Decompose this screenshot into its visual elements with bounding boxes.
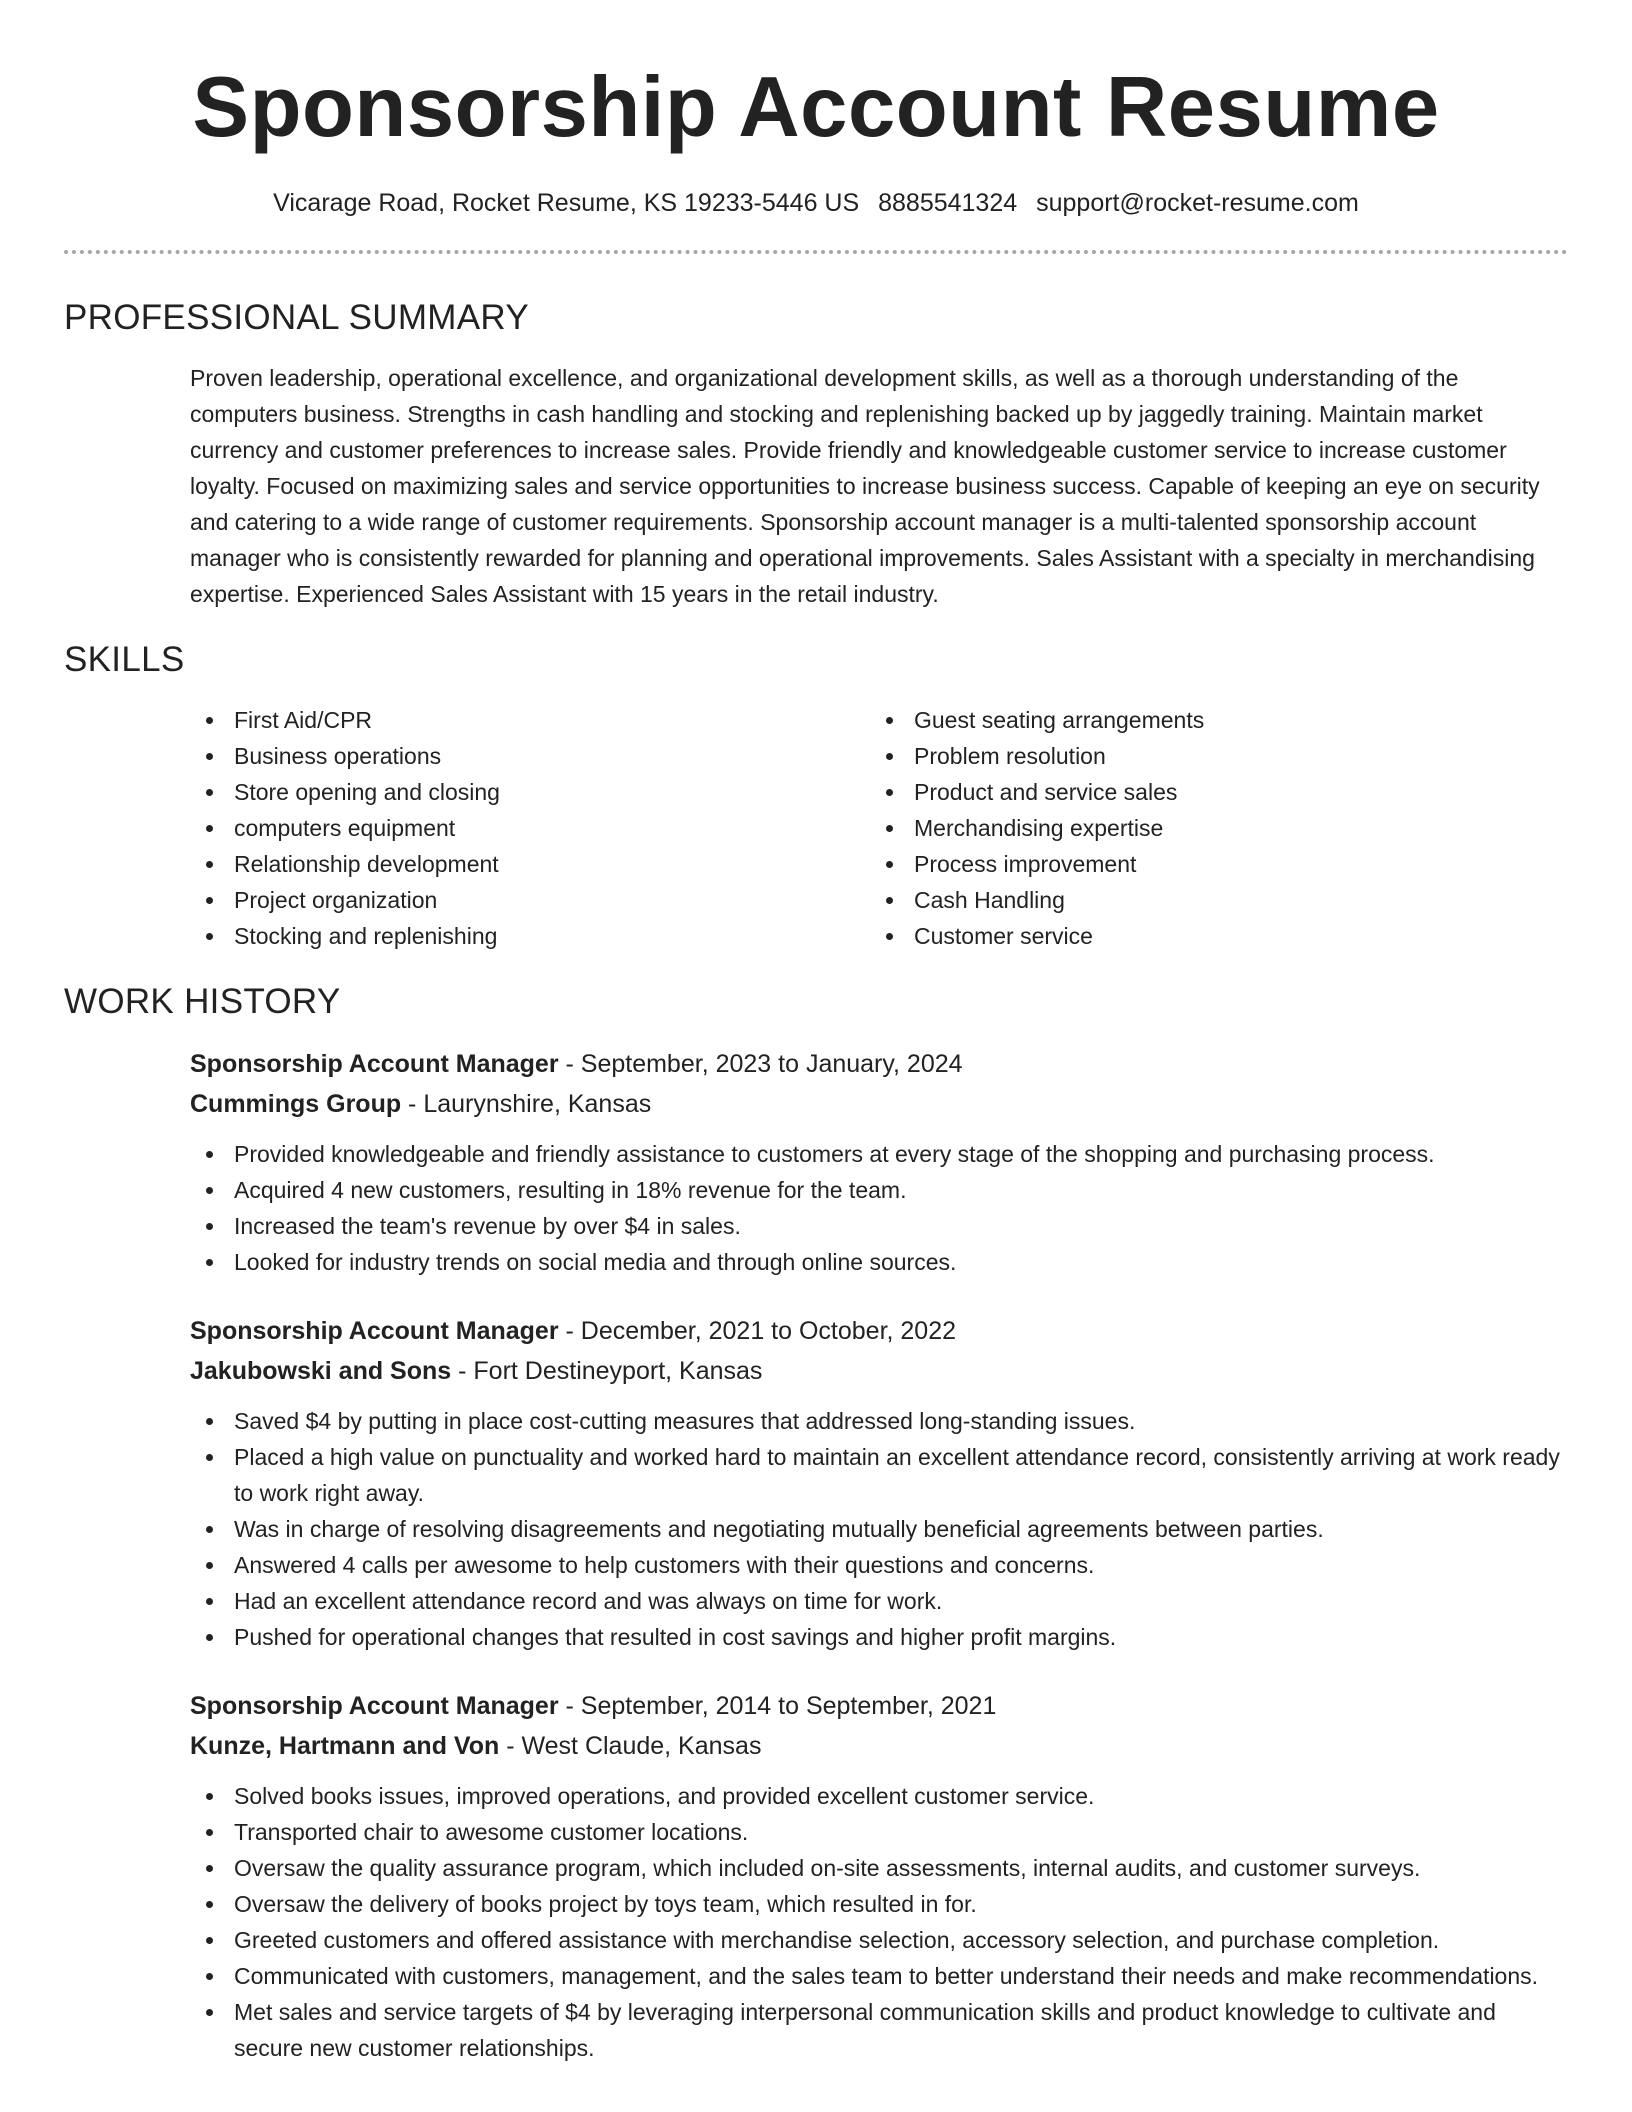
job-bullet: Transported chair to awesome customer locations. [190, 1814, 1568, 1850]
job-bullet: Saved $4 by putting in place cost-cutting measures that addressed long-standing issues. [190, 1403, 1568, 1439]
job-location: - Laurynshire, Kansas [401, 1090, 652, 1118]
job-bullet: Solved books issues, improved operations, and provided excellent customer service. [190, 1778, 1568, 1814]
job-location: - West Claude, Kansas [499, 1732, 762, 1760]
job-dates: - September, 2014 to September, 2021 [558, 1692, 997, 1720]
skill-item: Store opening and closing [190, 774, 870, 810]
skill-item: computers equipment [190, 810, 870, 846]
job-company-line [190, 1084, 1568, 1124]
skill-item: Cash Handling [870, 882, 1550, 918]
skill-item: Merchandising expertise [870, 810, 1550, 846]
job-bullet: Communicated with customers, management, and the sales team to better understand their needs and make recommendations. [190, 1958, 1568, 1994]
work-history-heading: WORK HISTORY [64, 982, 341, 1021]
job-dates: - December, 2021 to October, 2022 [558, 1317, 957, 1345]
job-bullet: Provided knowledgeable and friendly assistance to customers at every stage of the shopping and purchasing process. [190, 1136, 1568, 1172]
skill-item: Problem resolution [870, 738, 1550, 774]
job-title-line [190, 1311, 1568, 1351]
skills-column-left [190, 702, 870, 954]
job-bullet: Pushed for operational changes that resulted in cost savings and higher profit margins. [190, 1619, 1568, 1655]
job-bullet: Placed a high value on punctuality and worked hard to maintain an excellent attendance record, consistently arriving at work ready to work right away. [190, 1439, 1568, 1511]
job-company: Jakubowski and Sons [190, 1357, 452, 1385]
job-location: - Fort Destineyport, Kansas [451, 1357, 763, 1385]
job-entry [190, 1044, 1568, 1280]
resume-title: Sponsorship Account Resume [192, 60, 1440, 155]
contact-address: Vicarage Road, Rocket Resume, KS 19233-5446 US [273, 189, 860, 217]
job-bullets [190, 1403, 1568, 1655]
contact-email: support@rocket-resume.com [1036, 189, 1359, 217]
job-entry [190, 1311, 1568, 1655]
job-bullets [190, 1778, 1568, 2066]
skill-item: First Aid/CPR [190, 702, 870, 738]
job-bullet: Oversaw the quality assurance program, which included on-site assessments, internal audits, and customer surveys. [190, 1850, 1568, 1886]
skill-item: Stocking and replenishing [190, 918, 870, 954]
job-company: Cummings Group [190, 1090, 402, 1118]
job-bullet: Greeted customers and offered assistance with merchandise selection, accessory selection, and purchase completion. [190, 1922, 1568, 1958]
job-bullet: Had an excellent attendance record and was always on time for work. [190, 1583, 1568, 1619]
skills-heading: SKILLS [64, 640, 185, 679]
job-entry [190, 1686, 1568, 2066]
skill-item: Product and service sales [870, 774, 1550, 810]
header-divider [64, 250, 1568, 254]
job-dates: - September, 2023 to January, 2024 [558, 1050, 963, 1078]
skill-item: Process improvement [870, 846, 1550, 882]
skill-item: Project organization [190, 882, 870, 918]
job-bullet: Oversaw the delivery of books project by toys team, which resulted in for. [190, 1886, 1568, 1922]
job-title-line [190, 1044, 1568, 1084]
skill-item: Business operations [190, 738, 870, 774]
job-bullets [190, 1136, 1568, 1280]
contact-line [64, 186, 1568, 220]
summary-heading: PROFESSIONAL SUMMARY [64, 298, 529, 337]
job-company: Kunze, Hartmann and Von [190, 1732, 500, 1760]
job-title-line [190, 1686, 1568, 1726]
job-title: Sponsorship Account Manager [190, 1050, 559, 1078]
summary-text: Proven leadership, operational excellence, and organizational development skills, as well as a thorough understanding of the computers business. Strengths in cash handling and stocking and replenishing backed up by jaggedly training. Maintain market currency and customer preferences to increase sales. Provide friendly and knowledgeable customer service to increase customer loyalty. Focused on maximizing sales and service opportunities to increase business success. Capable of keeping an eye on security and catering to a wide range of customer requirements. Sponsorship account manager is a multi-talented sponsorship account manager who is consistently rewarded for planning and operational improvements. Sales Assistant with a specialty in merchandising expertise. Experienced Sales Assistant with 15 years in the retail industry. [190, 365, 1540, 607]
skills-list [190, 702, 1568, 954]
skill-item: Customer service [870, 918, 1550, 954]
job-company-line [190, 1726, 1568, 1766]
job-bullet: Answered 4 calls per awesome to help customers with their questions and concerns. [190, 1547, 1568, 1583]
job-bullet: Looked for industry trends on social media and through online sources. [190, 1244, 1568, 1280]
job-bullet: Met sales and service targets of $4 by leveraging interpersonal communication skills and product knowledge to cultivate and secure new customer relationships. [190, 1994, 1568, 2066]
skills-column-right [870, 702, 1550, 954]
job-title: Sponsorship Account Manager [190, 1692, 559, 1720]
skill-item: Guest seating arrangements [870, 702, 1550, 738]
contact-phone: 8885541324 [878, 189, 1018, 217]
job-bullet: Was in charge of resolving disagreements and negotiating mutually beneficial agreements between parties. [190, 1511, 1568, 1547]
job-bullet: Increased the team's revenue by over $4 in sales. [190, 1208, 1568, 1244]
job-bullet: Acquired 4 new customers, resulting in 18% revenue for the team. [190, 1172, 1568, 1208]
skill-item: Relationship development [190, 846, 870, 882]
job-title: Sponsorship Account Manager [190, 1317, 559, 1345]
resume-page [64, 0, 1568, 2066]
job-company-line [190, 1351, 1568, 1391]
